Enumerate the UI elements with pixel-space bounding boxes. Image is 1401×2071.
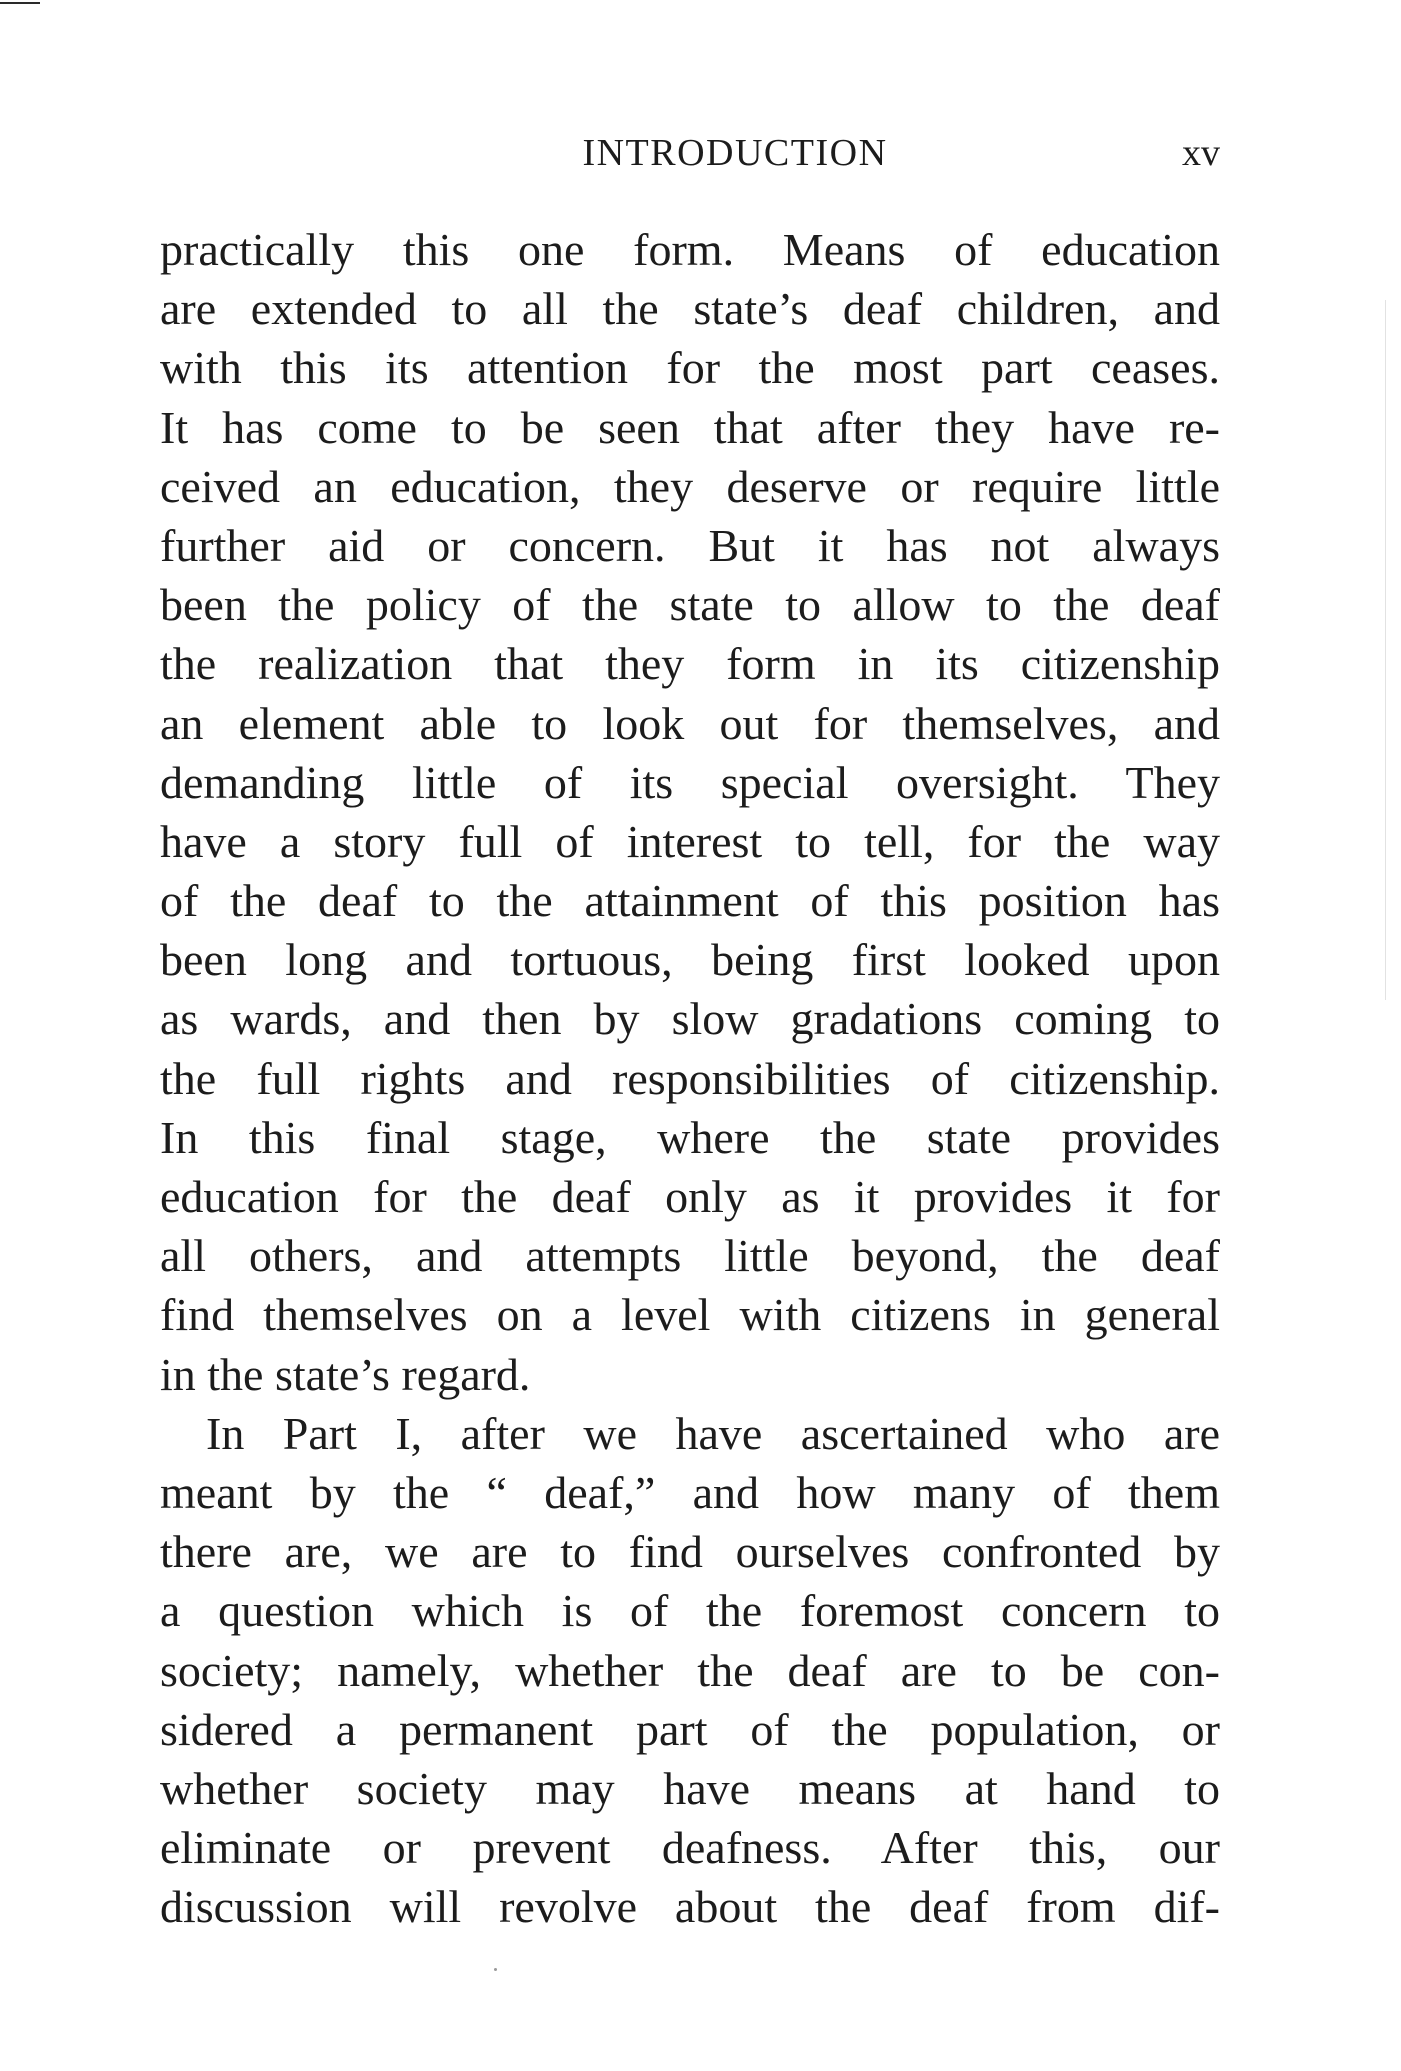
text-line: with this its attention for the most part ceases.	[160, 342, 1220, 394]
page-number: xv	[1182, 132, 1220, 174]
text-line: have a story full of interest to tell, for the way	[160, 815, 1220, 867]
text-line: In Part I, after we have ascertained who are	[206, 1407, 1220, 1459]
text-line: In this final stage, where the state provides	[160, 1111, 1220, 1163]
text-line: in the state’s regard.	[160, 1348, 531, 1400]
text-line: education for the deaf only as it provides it for	[160, 1171, 1220, 1222]
text-line: eliminate or prevent deafness. After this, our	[160, 1822, 1220, 1874]
text-line: further aid or concern. But it has not always	[160, 519, 1220, 571]
text-line: an element able to look out for themselves, and	[160, 697, 1220, 749]
text-line: meant by the “ deaf,” and how many of them	[160, 1466, 1220, 1518]
text-line: find themselves on a level with citizens in general	[160, 1289, 1220, 1341]
paragraph-1	[160, 220, 1220, 1404]
text-line: the realization that they form in its citizenship	[160, 638, 1220, 690]
text-line: demanding little of its special oversight. They	[160, 756, 1220, 808]
text-line: whether society may have means at hand to	[160, 1762, 1220, 1814]
text-line: practically this one form. Means of education	[160, 224, 1220, 275]
page-header	[160, 128, 1220, 178]
scan-speck	[494, 1968, 497, 1971]
text-line: there are, we are to find ourselves confronted by	[160, 1526, 1220, 1578]
text-line: discussion will revolve about the deaf from dif-	[160, 1881, 1220, 1933]
text-line: are extended to all the state’s deaf children, and	[160, 283, 1220, 335]
text-line: society; namely, whether the deaf are to be con-	[160, 1644, 1220, 1696]
text-line: as wards, and then by slow gradations coming to	[160, 993, 1220, 1045]
scan-edge-mark	[1385, 300, 1386, 1000]
running-title: INTRODUCTION	[582, 132, 888, 174]
body-text	[160, 220, 1220, 1936]
text-line: a question which is of the foremost concern to	[160, 1585, 1220, 1637]
text-line: ceived an education, they deserve or require little	[160, 460, 1220, 512]
text-line: the full rights and responsibilities of citizenship.	[160, 1052, 1220, 1104]
text-line: been the policy of the state to allow to the deaf	[160, 579, 1220, 631]
paragraph-2	[160, 1404, 1220, 1937]
text-line: sidered a permanent part of the population, or	[160, 1703, 1220, 1755]
text-line: It has come to be seen that after they have re-	[160, 401, 1220, 453]
text-line: been long and tortuous, being first looked upon	[160, 934, 1220, 986]
scan-corner-mark	[0, 2, 40, 4]
text-line: of the deaf to the attainment of this position has	[160, 875, 1220, 927]
text-line: all others, and attempts little beyond, the deaf	[160, 1230, 1220, 1282]
